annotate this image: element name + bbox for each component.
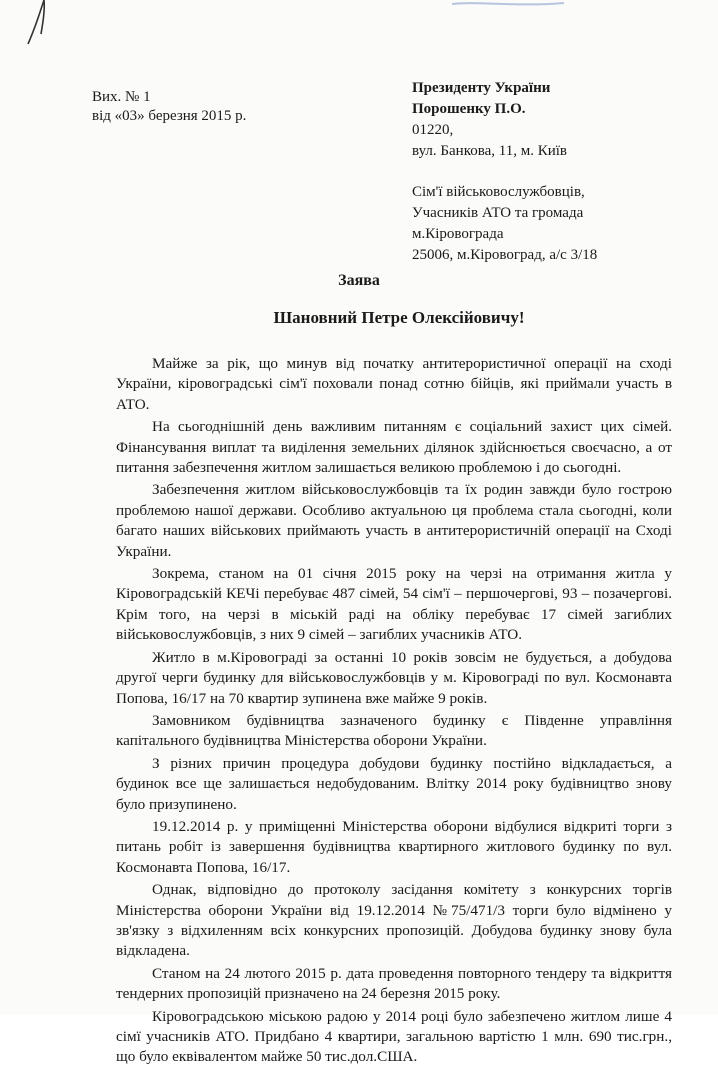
paragraph: Зокрема, станом на 01 січня 2015 року на черзі на отримання житла у Кіровоградській КЕЧі перебуває 487 сімей, 54 сім'ї – першочергові, 93 – позачергові. Крім того, на черзі в міській раді на обліку перебуває 17 сімей загиблих військовослужбовців, з них 9 сімей – загиблих учасників АТО. (116, 565, 672, 644)
salutation: Шановний Петре Олексійовичу! (273, 308, 525, 327)
paragraph: Житло в м.Кіровограді за останні 10 років зовсім не будується, а добудова другої черги будинку для військовослужбовців у м. Кіровограді по вул. Космонавта Попова, 16/17 на 70 квартир зупинена вже майже 9 років. (116, 648, 672, 707)
sender-line-1: Сім'ї військовослужбовців, (412, 184, 585, 200)
paragraph: Однак, відповідно до протоколу засідання комітету з конкурсних торгів Міністерства оборони України від 19.12.2014 №75/471/3 торги було відмінено у зв'язку з відхиленням всіх конкурсних пропозицій. Добудова будинку знову була відкладена. (116, 881, 672, 960)
paragraph: Замовником будівництва зазначеного будинку є Південне управління капітального будівництва Міністерства оборони України. (116, 711, 672, 750)
paragraph: 19.12.2014 р. у приміщенні Міністерства оборони відбулися відкриті торги з питань робіт із завершення будівництва квартирного житлового будинку по вул. Космонавта Попова, 16/17. (116, 817, 672, 876)
paragraph: На сьогоднішній день важливим питанням є соціальний захист цих сімей. Фінансування виплат та виділення земельних ділянок здійснюється своєчасно, а от питання забезпечення житлом залишається великою проблемою і до сьогодні. (116, 418, 672, 477)
addressee-street: вул. Банкова, 11, м. Київ (412, 143, 567, 159)
paragraph: Станом на 24 лютого 2015 р. дата проведення повторного тендеру та відкриття тендерних пропозицій призначено на 24 березня 2015 року. (116, 964, 672, 1003)
document-title: Заява (338, 272, 380, 289)
addressee-block (412, 78, 597, 266)
addressee-title: Президенту України (412, 80, 551, 96)
pen-mark (14, 0, 54, 60)
paragraph: Майже за рік, що минув від початку антитерористичної операції на сході України, кіровоградські сім'ї поховали понад сотню бійців, які приймали участь в АТО. (116, 355, 672, 413)
addressee-name: Порошенку П.О. (412, 101, 526, 117)
outgoing-reference (92, 88, 246, 126)
sender-line-2: Учасників АТО та громада (412, 205, 584, 221)
addressee-postcode: 01220, (412, 122, 454, 138)
scan-smudge (448, 0, 568, 8)
paragraph: Кіровоградською міською радою у 2014 році було забезпечено житлом лише 4 сімї учасників АТО. Придбано 4 квартири, загальною вартістю 1 млн. 690 тис.грн., що було еквівалентом майже 50 тис.дол.США. (116, 1007, 672, 1066)
letter-body (116, 354, 672, 1070)
sender-address: 25006, м.Кіровоград, а/с 3/18 (412, 247, 598, 263)
sender-line-3: м.Кіровограда (412, 226, 504, 242)
paragraph: Забезпечення житлом військовослужбовців та їх родин завжди було гострою проблемою нашої держави. Особливо актуальною ця проблема стала сьогодні, коли багато наших військових приймають участь в антитерористичній операції на Сході України. (116, 481, 672, 560)
paragraph: З різних причин процедура добудови будинку постійно відкладається, а будинок все ще залишається недобудованим. Влітку 2014 року будівництво знову було призупинено. (116, 754, 672, 813)
outgoing-date: від «03» березня 2015 р. (92, 108, 247, 124)
outgoing-number: Вих. № 1 (92, 89, 151, 105)
